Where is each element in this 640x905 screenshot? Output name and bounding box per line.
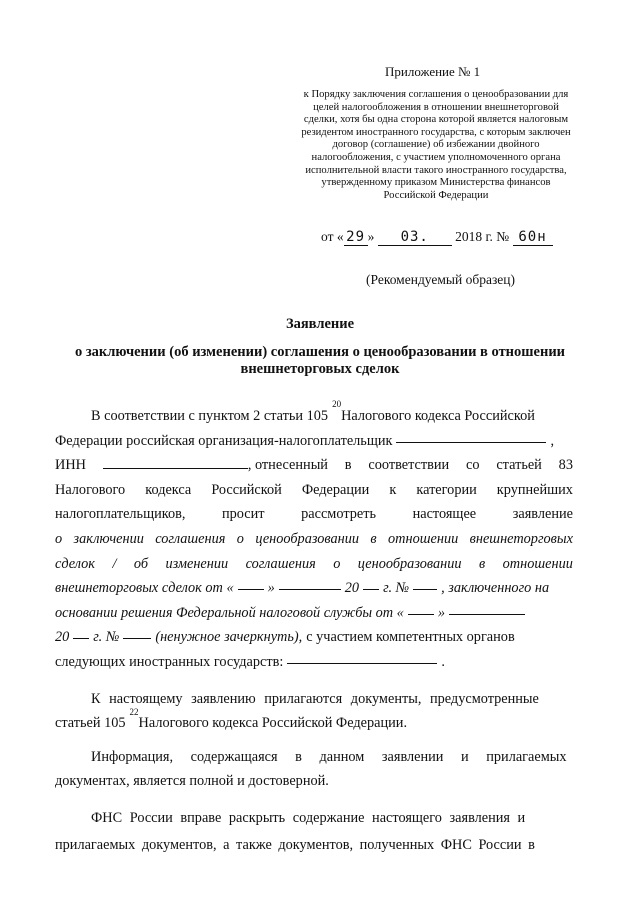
text-line (55, 527, 573, 552)
text-segment: основании решения Федеральной налоговой службы от « (55, 604, 404, 621)
order-year: 2018 г. № (455, 229, 510, 244)
text-segment: соответствии (368, 457, 450, 474)
text-segment: крупнейших (496, 481, 573, 498)
text-line: документах, является полной и достоверной. (55, 772, 329, 789)
decision-number-field[interactable] (123, 625, 151, 639)
document-title: Заявление (285, 316, 355, 332)
text-line: К настоящему заявлению прилагаются документы, предусмотренные (91, 691, 539, 707)
order-reference (321, 229, 553, 246)
foreign-states-field[interactable] (287, 650, 437, 664)
text-segment: внешнеторговых сделок от « (55, 580, 234, 597)
text-segment: соглашения (245, 555, 316, 572)
agreement-number-field[interactable] (413, 576, 437, 590)
text-segment: рассмотреть (301, 506, 377, 523)
decision-day-field[interactable] (408, 601, 434, 615)
text-segment: / (112, 555, 117, 572)
order-prefix: от « (321, 229, 344, 244)
text-segment: . (441, 653, 445, 670)
text-line (55, 453, 573, 478)
superscript: 20 (332, 399, 342, 409)
agreement-month-field[interactable] (279, 576, 341, 590)
text-segment: г. № (93, 629, 120, 646)
text-segment: с участием компетентных органов (306, 629, 515, 646)
text-segment: заключении (73, 530, 144, 547)
text-segment: Российской (211, 481, 282, 498)
document-subtitle: о заключении (об изменении) соглашения о ценообразовании в отношении внешнеторговых сделок (74, 344, 566, 377)
text-segment: в (344, 457, 352, 474)
text-segment: Налогового кодекса Российской (341, 408, 535, 424)
text-segment: сделок (55, 555, 95, 572)
text-line (55, 478, 573, 503)
text-segment: (ненужное зачеркнуть), (155, 629, 303, 646)
text-segment: статьей (496, 457, 542, 474)
text-segment: кодекса (145, 481, 192, 498)
order-month: 03. (378, 229, 452, 246)
text-segment: настоящее (412, 506, 477, 523)
text-segment: » (437, 604, 445, 621)
text-segment: отношении (502, 555, 573, 572)
text-segment: о (55, 530, 63, 547)
text-segment: ценообразовании (357, 555, 462, 572)
text-segment: в (370, 530, 377, 547)
text-segment: » (267, 580, 275, 597)
decision-month-field[interactable] (449, 601, 525, 615)
text-line (55, 552, 573, 577)
text-segment: следующих иностранных государств: (55, 653, 284, 670)
text-segment: отношении (388, 530, 459, 547)
text-segment: заявление (512, 506, 573, 523)
text-segment: 20 (344, 580, 360, 597)
paragraph-attachments (55, 688, 573, 735)
text-segment: Федерации (301, 481, 370, 498)
paragraph-application (55, 399, 573, 675)
text-line (55, 399, 573, 429)
appendix-title: Приложение № 1 (385, 64, 481, 79)
text-segment: о (236, 530, 244, 547)
text-line (55, 706, 573, 736)
text-line (55, 429, 573, 454)
text-line (55, 601, 573, 626)
order-number: 60н (513, 229, 553, 246)
text-segment: к (389, 481, 397, 498)
text-segment: ценообразовании (255, 530, 360, 547)
text-segment: г. № (383, 580, 410, 597)
text-segment: ИНН (55, 457, 86, 474)
decision-year-field[interactable] (73, 625, 89, 639)
organization-name-field[interactable] (396, 429, 546, 443)
text-line (55, 625, 573, 650)
text-segment: в (478, 555, 486, 572)
text-segment: Налогового (55, 481, 126, 498)
order-day: 29 (344, 229, 368, 246)
superscript: 22 (129, 706, 139, 717)
text-segment: Федерации российская организация-налогоплательщик (55, 432, 393, 449)
text-segment: внешнеторговых (469, 530, 573, 547)
text-segment: изменении (165, 555, 229, 572)
text-segment: просит (222, 506, 265, 523)
text-segment: В соответствии с пунктом 2 статьи 105 (91, 408, 329, 424)
text-segment: , (550, 432, 555, 449)
text-line (55, 650, 573, 675)
text-segment: категории (416, 481, 477, 498)
text-line (55, 502, 573, 527)
appendix-note: к Порядку заключения соглашения о ценообразовании для целей налогообложения в отношении внешнеторговой сделки, хотя бы одна сторона которой является налоговым резидентом иностранного государства, с которым заключен договор (соглашение) об избежании двойного налогообложения, с участием уполномоченного органа исполнительной власти такого иностранного государства, утвержденному приказом Министерства финансов Российской Федерации (301, 89, 571, 201)
paragraph-disclosure (55, 805, 573, 859)
paragraph-accuracy (55, 746, 573, 793)
inn-field[interactable] (103, 455, 248, 469)
text-segment: 83 (558, 457, 573, 474)
order-sep: » (367, 229, 375, 244)
text-segment: статьей 105 (55, 714, 126, 731)
text-segment: , отнесенный (247, 457, 328, 474)
agreement-day-field[interactable] (238, 576, 264, 590)
text-segment: налогоплательщиков, (55, 506, 186, 523)
recommended-sample-label: (Рекомендуемый образец) (366, 272, 515, 287)
text-segment: 20 (55, 629, 70, 646)
text-segment: Налогового кодекса Российской Федерации. (138, 714, 408, 731)
text-segment: со (466, 457, 480, 474)
text-segment: о (333, 555, 341, 572)
text-segment: соглашения (155, 530, 226, 547)
text-line: Информация, содержащаяся в данном заявлении и прилагаемых (91, 749, 567, 765)
text-segment: об (133, 555, 149, 572)
text-line: ФНС России вправе раскрыть содержание настоящего заявления и (91, 810, 526, 826)
text-line (55, 576, 573, 601)
text-segment: , заключенного на (441, 580, 550, 597)
text-line: прилагаемых документов, а также документов, полученных ФНС России в (55, 837, 535, 853)
agreement-year-field[interactable] (363, 576, 379, 590)
